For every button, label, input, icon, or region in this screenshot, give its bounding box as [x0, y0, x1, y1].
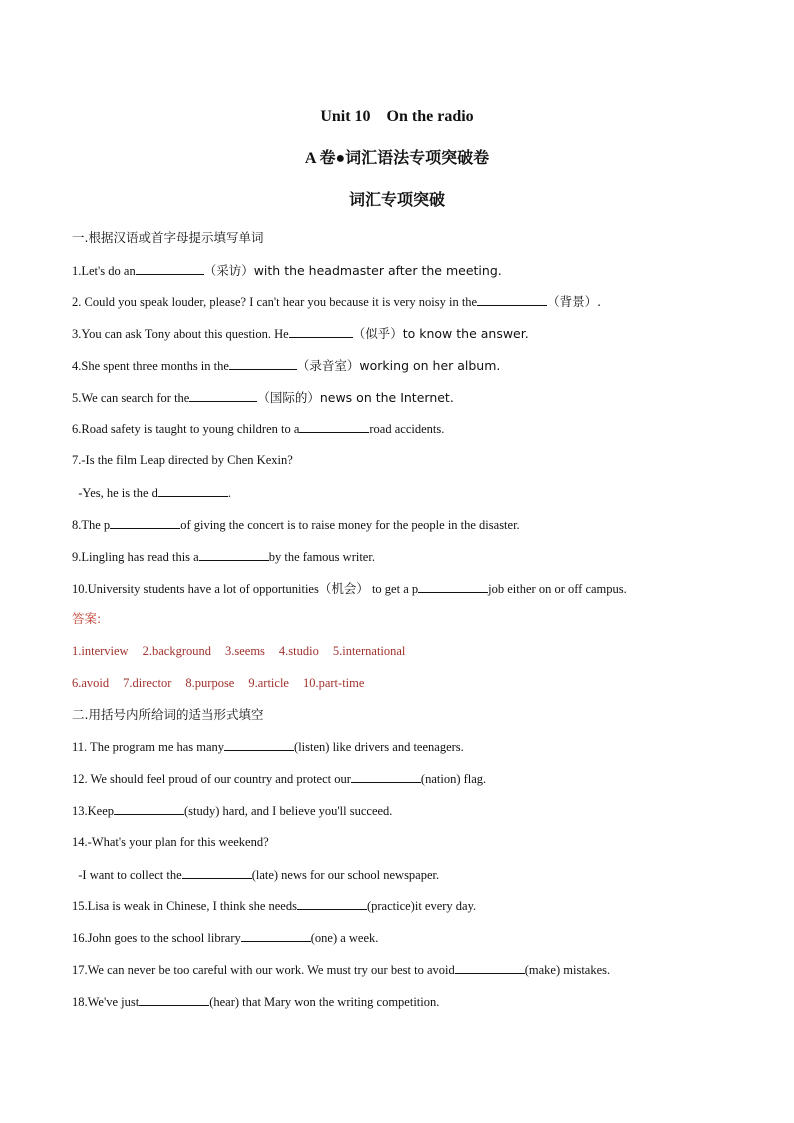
answer-blank[interactable]	[139, 993, 209, 1006]
answer-item: 9.article	[248, 676, 289, 690]
question-18	[72, 993, 752, 1010]
question-text: (late) news for our school newspaper.	[251, 868, 440, 882]
question-13	[72, 802, 752, 819]
question-6	[72, 420, 752, 437]
question-14-reply	[72, 866, 752, 883]
question-text: (study) hard, and I believe you'll succeed.	[184, 804, 393, 818]
answer-item: 1.interview	[72, 644, 129, 658]
question-text: road accidents.	[369, 422, 445, 436]
question-text: （背景）.	[547, 294, 602, 309]
answer-item: 6.avoid	[72, 676, 110, 690]
answers-row-1	[72, 643, 752, 659]
answer-blank[interactable]	[182, 866, 252, 879]
question-text: by the famous writer.	[268, 550, 375, 564]
question-text: 18.We've just	[72, 995, 140, 1009]
answer-blank[interactable]	[136, 262, 204, 275]
question-12	[72, 770, 752, 787]
question-text: (nation) flag.	[420, 772, 487, 786]
answer-item: 3.seems	[224, 644, 265, 658]
question-text: 7.-Is the film Leap directed by Chen Kexin?	[72, 453, 293, 467]
question-4	[72, 357, 752, 374]
answer-item: 7.director	[123, 676, 172, 690]
question-text: 3.You can ask Tony about this question. He	[72, 327, 289, 341]
answers-row-2	[72, 675, 752, 691]
question-14	[72, 834, 752, 850]
question-text: 2. Could you speak louder, please? I can't hear you because it is very noisy in the	[72, 295, 478, 309]
question-text: of giving the concert is to raise money for the people in the disaster.	[180, 518, 520, 532]
question-text: 1.Let's do an	[72, 264, 136, 278]
question-text: 17.We can never be too careful with our work. We must try our best to avoid	[72, 963, 455, 977]
question-text: -Yes, he is the d	[72, 486, 158, 500]
paper-subtitle: A 卷●词汇语法专项突破卷	[304, 150, 490, 167]
question-text: 5.We can search for the	[72, 391, 190, 405]
question-text: （国际的）news on the Internet.	[257, 390, 454, 405]
part1-heading: 一.根据汉语或首字母提示填写单词	[72, 230, 264, 245]
question-text: (one) a week.	[310, 931, 379, 945]
question-10	[72, 580, 752, 597]
answer-blank[interactable]	[477, 293, 547, 306]
question-text: (make) mistakes.	[524, 963, 611, 977]
question-text: 14.-What's your plan for this weekend?	[72, 835, 269, 849]
question-16	[72, 929, 752, 946]
answer-blank[interactable]	[297, 897, 367, 910]
question-3	[72, 325, 752, 342]
answer-blank[interactable]	[158, 484, 228, 497]
question-7	[72, 452, 752, 468]
question-text: 12. We should feel proud of our country and protect our	[72, 772, 351, 786]
question-2	[72, 293, 752, 310]
question-text: -I want to collect the	[72, 868, 182, 882]
question-text: 6.Road safety is taught to young children to a	[72, 422, 300, 436]
answer-blank[interactable]	[455, 961, 525, 974]
question-text: (hear) that Mary won the writing competition.	[209, 995, 440, 1009]
answer-label: 答案:	[72, 611, 102, 626]
question-7-reply	[72, 484, 752, 501]
unit-title: Unit 10 On the radio	[320, 108, 474, 125]
question-text: （似乎）to know the answer.	[352, 326, 529, 341]
answer-item: 2.background	[142, 644, 211, 658]
question-text: 4.She spent three months in the	[72, 359, 229, 373]
question-text: 8.The p	[72, 518, 111, 532]
answer-item: 5.international	[332, 644, 406, 658]
question-text: job either on or off campus.	[488, 582, 627, 596]
question-text: 10.University students have a lot of opportunities（机会） to get a p	[72, 582, 419, 596]
question-text: (practice)it every day.	[366, 899, 477, 913]
question-17	[72, 961, 752, 978]
section-title: 词汇专项突破	[348, 192, 445, 209]
question-text: （采访）with the headmaster after the meeting.	[203, 263, 502, 278]
question-text: 13.Keep	[72, 804, 114, 818]
answer-blank[interactable]	[189, 389, 257, 402]
question-11	[72, 738, 752, 755]
answer-blank[interactable]	[289, 325, 353, 338]
question-5	[72, 389, 752, 406]
question-text: 15.Lisa is weak in Chinese, I think she needs	[72, 899, 297, 913]
answer-blank[interactable]	[224, 738, 294, 751]
answer-blank[interactable]	[241, 929, 311, 942]
part2-heading: 二.用括号内所给词的适当形式填空	[72, 707, 264, 722]
question-15	[72, 897, 752, 914]
answer-item: 4.studio	[278, 644, 319, 658]
answer-blank[interactable]	[299, 420, 369, 433]
answer-item: 10.part-time	[302, 676, 365, 690]
question-9	[72, 548, 752, 565]
question-1	[72, 262, 752, 279]
answer-item: 8.purpose	[185, 676, 235, 690]
answer-blank[interactable]	[110, 516, 180, 529]
question-text: （录音室）working on her album.	[296, 358, 501, 373]
answer-blank[interactable]	[199, 548, 269, 561]
question-8	[72, 516, 752, 533]
answer-blank[interactable]	[351, 770, 421, 783]
question-text: 16.John goes to the school library	[72, 931, 241, 945]
answer-blank[interactable]	[229, 357, 297, 370]
answer-blank[interactable]	[418, 580, 488, 593]
question-text: 9.Lingling has read this a	[72, 550, 199, 564]
question-text: 11. The program me has many	[72, 740, 225, 754]
question-text: (listen) like drivers and teenagers.	[294, 740, 464, 754]
question-text: .	[227, 486, 232, 500]
answer-blank[interactable]	[114, 802, 184, 815]
